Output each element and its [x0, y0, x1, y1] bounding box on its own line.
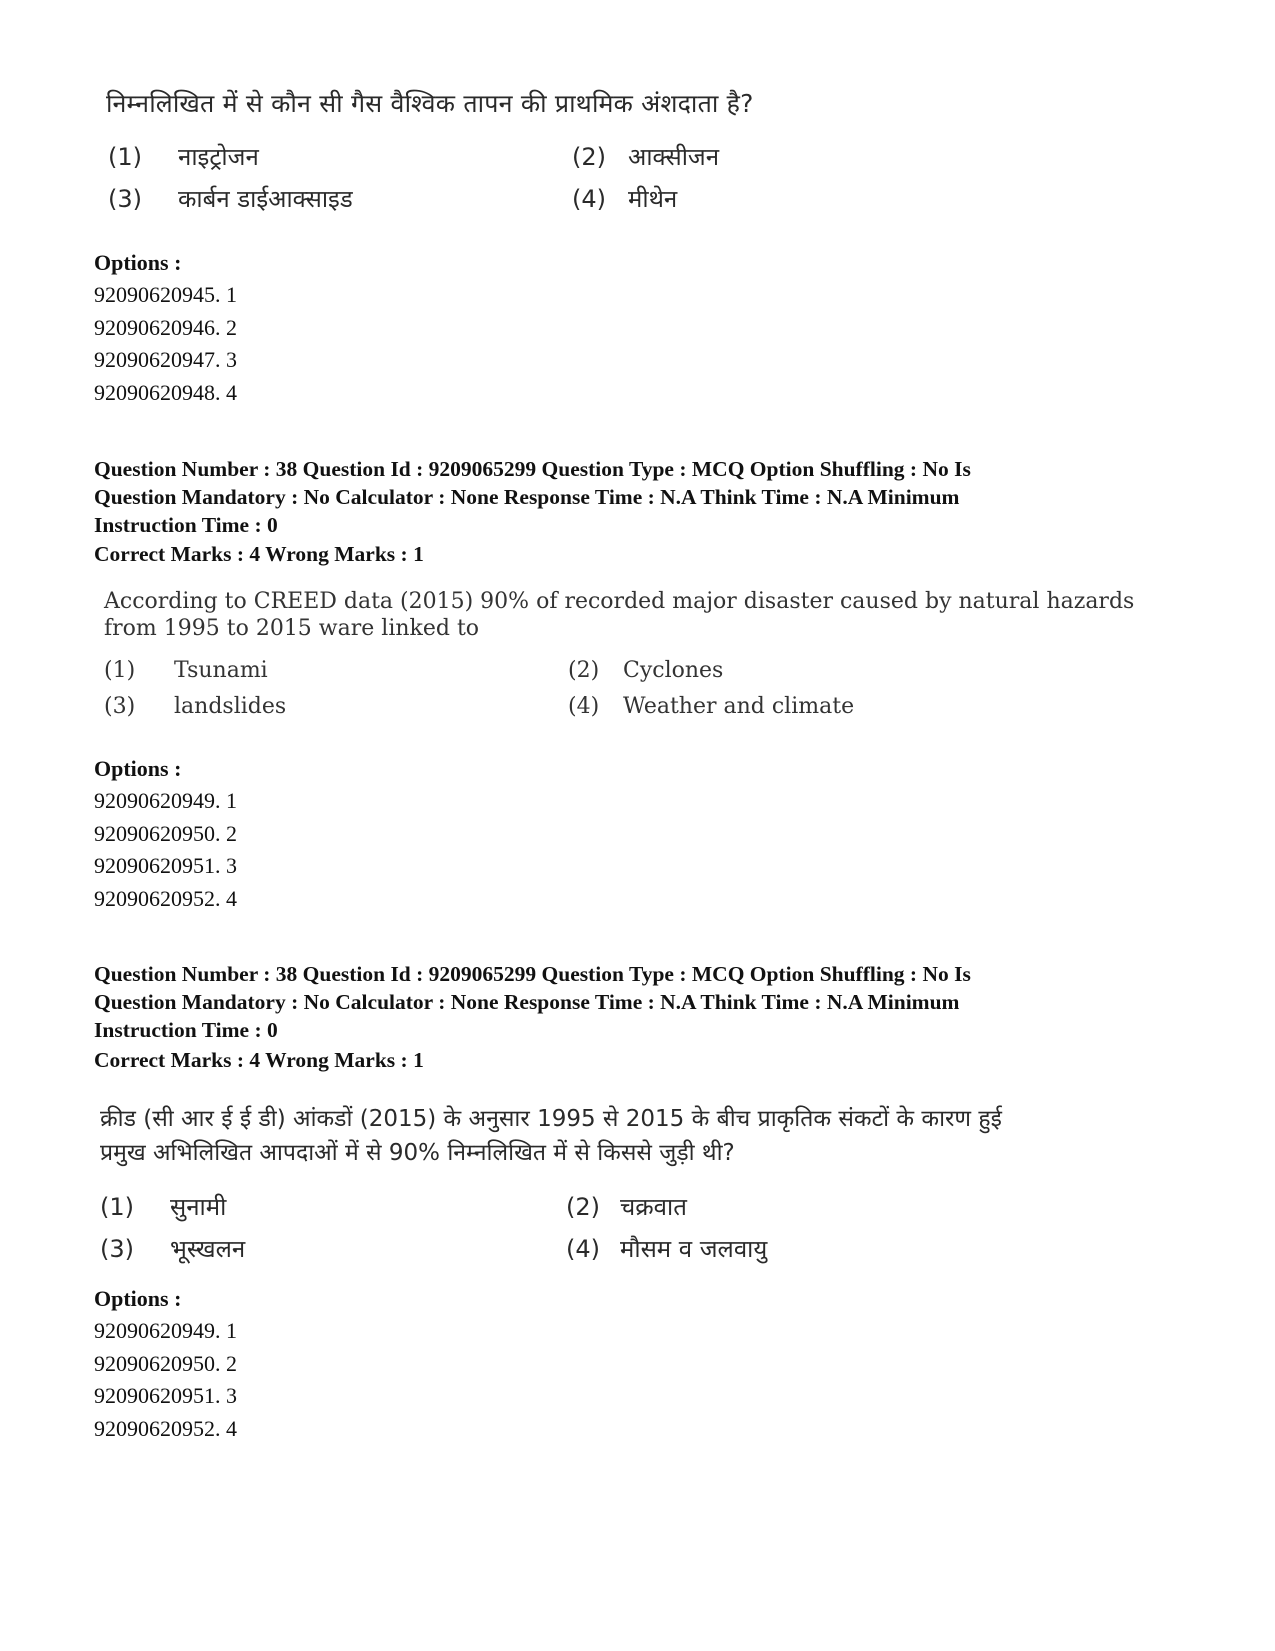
choice-number: (3)	[100, 1235, 134, 1263]
option-id: 92090620951. 3	[94, 1383, 237, 1408]
question-header	[94, 455, 971, 539]
stem-line: प्रमुख अभिलिखित आपदाओं में से 90% निम्नलिखित में से किससे जुड़ी थी?	[100, 1140, 735, 1166]
choice-2	[568, 658, 723, 683]
stem-line: क्रीड (सी आर ई ई डी) आंकडों (2015) के अनुसार 1995 से 2015 के बीच प्राकृतिक संकटों के कारण हुई	[100, 1106, 1002, 1132]
choice-number: (1)	[108, 143, 142, 171]
options-label: Options :	[94, 756, 182, 781]
choice-2	[572, 140, 719, 173]
choice-1	[100, 1190, 226, 1223]
option-id: 92090620950. 2	[94, 821, 237, 846]
option-id: 92090620952. 4	[94, 1416, 237, 1441]
choice-text: landslides	[174, 694, 287, 719]
header-line: Question Mandatory : No Calculator : None Response Time : N.A Think Time : N.A Minimum	[94, 485, 960, 509]
marks-line: Correct Marks : 4 Wrong Marks : 1	[94, 1048, 424, 1072]
choice-text: मीथेन	[628, 185, 678, 213]
question-header	[94, 960, 971, 1044]
choice-text: Cyclones	[623, 658, 724, 683]
option-id: 92090620951. 3	[94, 853, 237, 878]
choice-4	[566, 1232, 767, 1265]
choice-3	[104, 694, 286, 719]
choice-number: (4)	[566, 1235, 600, 1263]
choice-text: चक्रवात	[620, 1193, 687, 1221]
header-line: Instruction Time : 0	[94, 513, 278, 537]
question-stem: निम्नलिखित में से कौन सी गैस वैश्विक तापन की प्राथमिक अंशदाता है?	[106, 89, 754, 118]
choice-1	[108, 140, 259, 173]
choice-1	[104, 658, 268, 683]
option-id: 92090620949. 1	[94, 788, 237, 813]
choice-text: Weather and climate	[623, 694, 855, 719]
option-id: 92090620947. 3	[94, 347, 237, 372]
choice-4	[572, 182, 677, 215]
header-line: Instruction Time : 0	[94, 1018, 278, 1042]
choice-number: (2)	[566, 1193, 600, 1221]
choice-text: कार्बन डाईआक्साइड	[178, 185, 353, 213]
options-label: Options :	[94, 250, 182, 275]
header-line: Question Number : 38 Question Id : 9209065299 Question Type : MCQ Option Shuffling : No Is	[94, 457, 971, 481]
choice-text: सुनामी	[170, 1193, 227, 1221]
choice-number: (3)	[108, 185, 142, 213]
choice-number: (2)	[572, 143, 606, 171]
choice-number: (1)	[104, 658, 136, 683]
stem-line: According to CREED data (2015) 90% of recorded major disaster caused by natural hazards	[104, 589, 1135, 614]
choice-text: Tsunami	[174, 658, 268, 683]
choice-number: (4)	[568, 694, 600, 719]
choice-text: मौसम व जलवायु	[620, 1235, 768, 1263]
option-id: 92090620948. 4	[94, 380, 237, 405]
option-id: 92090620949. 1	[94, 1318, 237, 1343]
choice-2	[566, 1190, 687, 1223]
choice-4	[568, 694, 854, 719]
option-id: 92090620952. 4	[94, 886, 237, 911]
header-line: Question Number : 38 Question Id : 9209065299 Question Type : MCQ Option Shuffling : No Is	[94, 962, 971, 986]
option-id: 92090620946. 2	[94, 315, 237, 340]
question-stem	[100, 1102, 1002, 1170]
choice-number: (3)	[104, 694, 136, 719]
choice-text: आक्सीजन	[628, 143, 720, 171]
stem-line: from 1995 to 2015 ware linked to	[104, 616, 480, 641]
choice-text: नाइट्रोजन	[178, 143, 259, 171]
choice-number: (2)	[568, 658, 600, 683]
choice-number: (4)	[572, 185, 606, 213]
choice-text: भूस्खलन	[170, 1235, 246, 1263]
option-id: 92090620945. 1	[94, 282, 237, 307]
choice-3	[108, 182, 353, 215]
choice-number: (1)	[100, 1193, 134, 1221]
header-line: Question Mandatory : No Calculator : None Response Time : N.A Think Time : N.A Minimum	[94, 990, 960, 1014]
choice-3	[100, 1232, 245, 1265]
option-id: 92090620950. 2	[94, 1351, 237, 1376]
question-stem	[104, 588, 1134, 642]
options-label: Options :	[94, 1286, 182, 1311]
marks-line: Correct Marks : 4 Wrong Marks : 1	[94, 542, 424, 566]
